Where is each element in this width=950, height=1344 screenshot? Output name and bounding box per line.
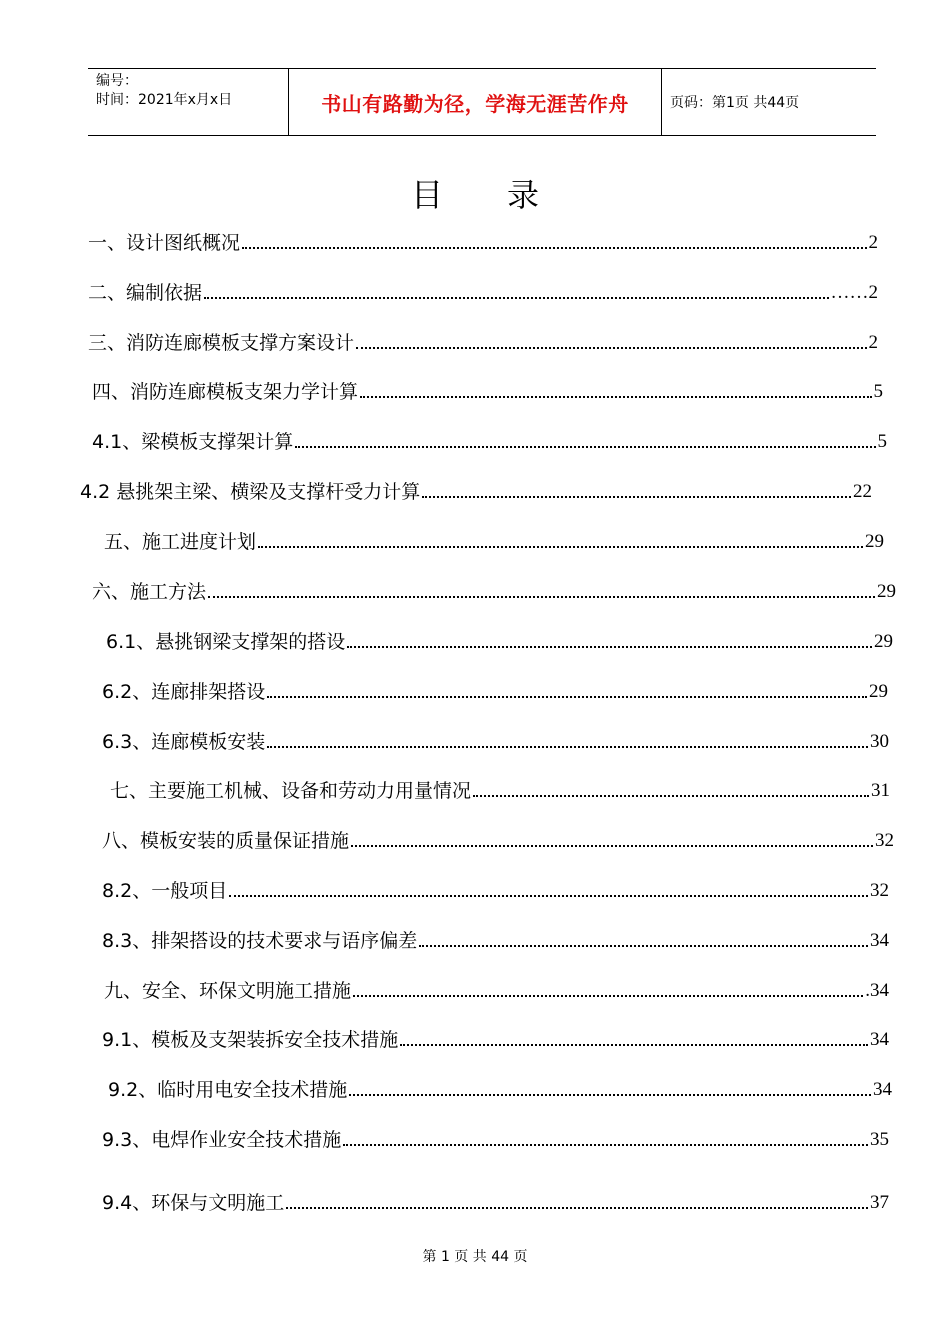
- toc-entry-label: 五、施工进度计划: [104, 531, 257, 553]
- header-meta: [88, 69, 288, 135]
- toc-entry-page: 5: [873, 381, 883, 402]
- toc-entry-page: 32: [875, 830, 894, 851]
- toc-entry-label: 6.3、连廊模板安装: [102, 731, 266, 753]
- toc-entry-page: ……2: [830, 282, 878, 303]
- header-motto: 书山有路勤为径，学海无涯苦作舟: [288, 69, 662, 135]
- toc-leader: [351, 845, 873, 847]
- toc-leader: [353, 995, 863, 997]
- toc-entry-page: 29: [869, 681, 888, 702]
- toc-entry[interactable]: [92, 430, 887, 454]
- toc-leader: [473, 795, 869, 797]
- toc-entry-page: 37: [870, 1192, 889, 1213]
- toc-leader: [349, 1094, 871, 1096]
- toc-entry[interactable]: [102, 1191, 889, 1215]
- toc-entry-label: 8.3、排架搭设的技术要求与语序偏差: [102, 930, 418, 952]
- toc-entry-page: 22: [853, 481, 872, 502]
- toc-entry[interactable]: [88, 231, 878, 255]
- toc-entry-page: 29: [865, 531, 884, 552]
- toc-entry-label: 二、编制依据: [88, 282, 203, 304]
- toc-entry-page: 34: [870, 930, 889, 951]
- toc-entry-label: 六、施工方法: [92, 581, 207, 603]
- toc-entry[interactable]: [104, 530, 884, 554]
- toc-entry[interactable]: [108, 1078, 892, 1102]
- toc-leader: [267, 696, 867, 698]
- toc-entry-label: 6.2、连廊排架搭设: [102, 681, 266, 703]
- toc-entry-label: 4.2 悬挑架主梁、横梁及支撑杆受力计算: [80, 481, 421, 503]
- toc-entry-label: 8.2、一般项目: [102, 880, 228, 902]
- toc-leader: [356, 347, 866, 349]
- toc-entry-label: 九、安全、环保文明施工措施: [104, 980, 352, 1002]
- toc-entry[interactable]: [110, 779, 890, 803]
- toc-title-part1: 目: [410, 176, 443, 214]
- toc-leader: [422, 496, 851, 498]
- toc-entry-page: 30: [870, 731, 889, 752]
- toc-entry-page: 5: [877, 431, 887, 452]
- toc-leader: [347, 646, 872, 648]
- toc-entry-page: .34: [865, 980, 889, 1001]
- toc-entry[interactable]: [102, 730, 889, 754]
- toc-leader: [267, 746, 868, 748]
- toc-entry[interactable]: [92, 380, 883, 404]
- toc-entry[interactable]: [102, 1128, 889, 1152]
- header-time: 时间：2021年x月x日: [96, 92, 233, 108]
- toc-entry-label: 9.2、临时用电安全技术措施: [108, 1079, 348, 1101]
- toc-title: [0, 170, 950, 216]
- toc-entry[interactable]: [80, 480, 872, 504]
- toc-entry-page: 2: [868, 332, 878, 353]
- toc-entry-page: 34: [870, 1029, 889, 1050]
- toc-entry[interactable]: [102, 1028, 889, 1052]
- toc-entry-label: 七、主要施工机械、设备和劳动力用量情况: [110, 780, 472, 802]
- toc-entry-page: 35: [870, 1129, 889, 1150]
- toc-entry[interactable]: [104, 979, 889, 1003]
- toc-entry-label: 三、消防连廊模板支撑方案设计: [88, 332, 355, 354]
- toc-entry-label: 9.4、环保与文明施工: [102, 1192, 285, 1214]
- toc-entry[interactable]: [106, 630, 893, 654]
- toc-entry[interactable]: [88, 281, 878, 305]
- toc-leader: [286, 1207, 868, 1209]
- toc-leader: [343, 1144, 868, 1146]
- toc-leader: [204, 297, 828, 299]
- toc-title-part2: 录: [507, 176, 540, 214]
- toc-leader: [258, 546, 863, 548]
- toc-entry-page: 32: [870, 880, 889, 901]
- toc-leader: [360, 396, 871, 398]
- toc-leader: [419, 945, 868, 947]
- toc-entry[interactable]: [102, 680, 888, 704]
- toc-entry-label: 4.1、梁模板支撑架计算: [92, 431, 294, 453]
- toc-entry-label: 八、模板安装的质量保证措施: [102, 830, 350, 852]
- page-footer: 第 1 页 共 44 页: [422, 1249, 528, 1265]
- page-header: [88, 68, 876, 136]
- toc-entry[interactable]: [102, 929, 889, 953]
- toc-entry-label: 6.1、悬挑钢梁支撑架的搭设: [106, 631, 346, 653]
- toc-entry[interactable]: [102, 879, 889, 903]
- toc-entry[interactable]: [102, 829, 894, 853]
- header-page-number: 页码：第1页 共44页: [670, 95, 800, 111]
- toc-entry-page: 34: [873, 1079, 892, 1100]
- toc-entry-page: 29: [877, 581, 896, 602]
- toc-entry-page: 31: [871, 780, 890, 801]
- toc-leader: [400, 1044, 868, 1046]
- toc-entry[interactable]: [92, 580, 896, 604]
- toc-entry-label: 9.3、电焊作业安全技术措施: [102, 1129, 342, 1151]
- toc-entry-label: 9.1、模板及支架装拆安全技术措施: [102, 1029, 399, 1051]
- toc-entry-label: 四、消防连廊模板支架力学计算: [92, 381, 359, 403]
- toc-leader: [208, 596, 875, 598]
- toc-leader: [295, 446, 875, 448]
- toc-leader: [242, 247, 866, 249]
- header-number: 编号：: [96, 73, 138, 89]
- toc-entry-label: 一、设计图纸概况: [88, 232, 241, 254]
- toc-entry[interactable]: [88, 331, 878, 355]
- toc-entry-page: 29: [874, 631, 893, 652]
- toc-leader: [229, 895, 868, 897]
- toc-entry-page: 2: [868, 232, 878, 253]
